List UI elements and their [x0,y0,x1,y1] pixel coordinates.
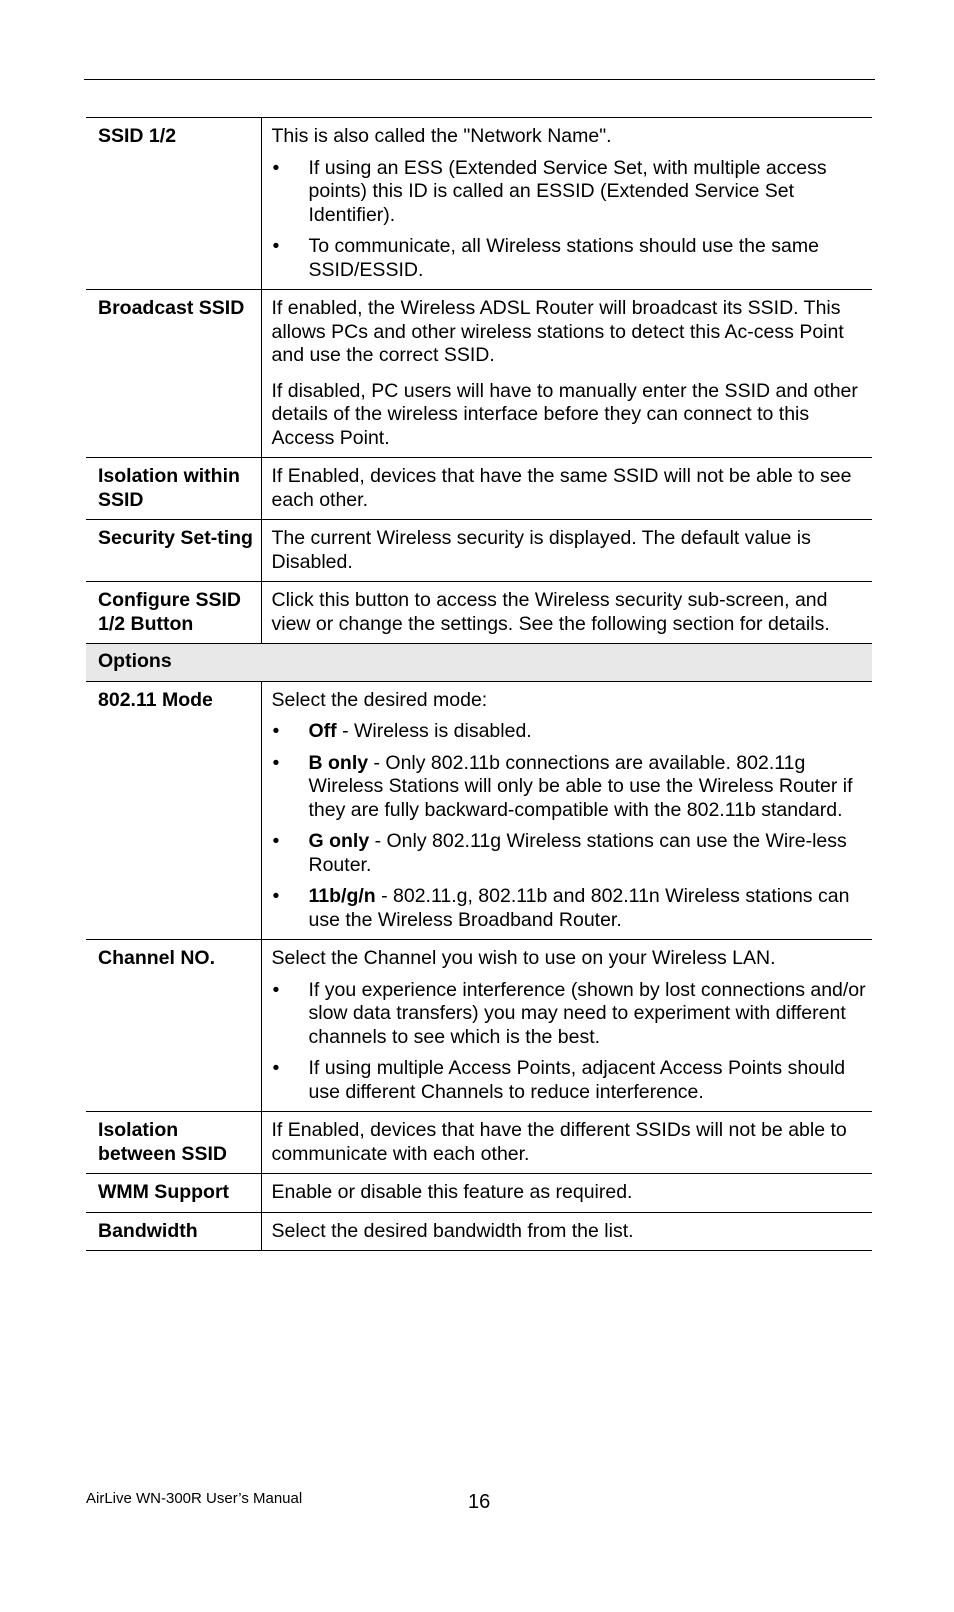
bullet-dot-icon: • [272,978,280,1001]
setting-name: Security Set-ting [86,520,261,582]
setting-name: Channel NO. [86,940,261,1112]
bullet-keyword: B only [308,751,369,774]
header-rule [84,79,875,80]
description-paragraph: Enable or disable this feature as required. [271,1181,633,1203]
setting-name: Bandwidth [86,1212,261,1251]
setting-name: Broadcast SSID [86,290,261,458]
setting-description [261,940,872,1112]
footer-manual-title: AirLive WN-300R User’s Manual [86,1490,303,1507]
description-paragraph: Click this button to access the Wireless security sub-screen, and view or change the settings. See the following section for details. [271,589,830,635]
bullet-list [272,979,867,1105]
table-row [86,1212,872,1251]
setting-description [261,681,872,940]
setting-name: Isolation between SSID [86,1112,261,1174]
description-paragraph: The current Wireless security is displayed. The default value is Disabled. [271,527,811,573]
bullet-text: If using multiple Access Points, adjacent Access Points should use different Channels to reduce interference. [308,1057,846,1103]
setting-description [261,520,872,582]
section-heading: Options [86,644,872,682]
bullet-item [272,830,867,877]
table-row [86,1112,872,1174]
setting-description [261,1174,872,1213]
bullet-dot-icon: • [272,720,280,742]
bullet-item [272,157,867,228]
bullet-item [272,752,867,823]
bullet-dot-icon: • [272,235,280,257]
setting-description [261,118,872,290]
description-paragraph: If Enabled, devices that have the same SSID will not be able to see each other. [271,465,852,511]
table-row [86,940,872,1112]
bullet-item [272,720,867,744]
bullet-item [272,235,867,282]
table-row [86,582,872,644]
description-paragraph: If enabled, the Wireless ADSL Router will broadcast its SSID. This allows PCs and other wireless stations to detect this Ac-cess Point and use the correct SSID. [271,297,844,366]
setting-description [261,1212,872,1251]
bullet-dot-icon: • [272,1057,280,1079]
bullet-keyword: Off [308,720,337,742]
description-paragraph: Select the Channel you wish to use on your Wireless LAN. [271,947,776,969]
section-row [86,644,872,682]
description-paragraph: Select the desired bandwidth from the list. [271,1219,634,1242]
bullet-item [272,1057,867,1104]
table-row [86,458,872,520]
setting-name: SSID 1/2 [86,118,261,290]
bullet-dot-icon: • [272,156,280,179]
setting-name: WMM Support [86,1174,261,1213]
setting-name: 802.11 Mode [86,681,261,940]
bullet-text: - Only 802.11g Wireless stations can use the Wire-less Router. [308,830,847,876]
setting-description [261,1112,872,1174]
table-row [86,681,872,940]
table-row [86,520,872,582]
setting-name: Isolation within SSID [86,458,261,520]
bullet-text: If you experience interference (shown by lost connections and/or slow data transfers) you may need to experiment with different channels to see which is the best. [308,978,866,1048]
bullet-dot-icon: • [272,751,280,774]
table-row [86,1174,872,1213]
bullet-text: - Wireless is disabled. [336,720,532,742]
description-paragraph: This is also called the "Network Name". [271,125,612,147]
table-row [86,118,872,290]
bullet-text: - Only 802.11b connections are available. 802.11g Wireless Stations will only be able to use the Wireless Router if they are fully backward-compatible with the 802.11b standard. [308,751,853,821]
setting-description [261,582,872,644]
bullet-text: - 802.11.g, 802.11b and 802.11n Wireless stations can use the Wireless Broadband Router. [308,885,850,931]
bullet-item [272,885,867,932]
footer-page-number: 16 [468,1491,491,1513]
description-paragraph: Select the desired mode: [271,688,488,711]
setting-description [261,290,872,458]
bullet-list [272,720,867,932]
description-paragraph: If Enabled, devices that have the different SSIDs will not be able to communicate with each other. [271,1119,847,1165]
bullet-text: If using an ESS (Extended Service Set, with multiple access points) this ID is called an ESSID (Extended Service Set Identifier). [308,156,827,226]
bullet-dot-icon: • [272,885,280,907]
bullet-dot-icon: • [272,830,280,852]
setting-name: Configure SSID 1/2 Button [86,582,261,644]
bullet-keyword: 11b/g/n [308,885,376,907]
bullet-list [272,157,867,283]
bullet-item [272,979,867,1050]
description-paragraph: If disabled, PC users will have to manually enter the SSID and other details of the wireless interface before they can connect to this Access Point. [271,379,858,449]
bullet-keyword: G only [308,830,370,852]
table-row [86,290,872,458]
setting-description [261,458,872,520]
settings-table [86,117,872,1251]
bullet-text: To communicate, all Wireless stations should use the same SSID/ESSID. [308,235,819,281]
settings-table-body [86,118,872,1251]
